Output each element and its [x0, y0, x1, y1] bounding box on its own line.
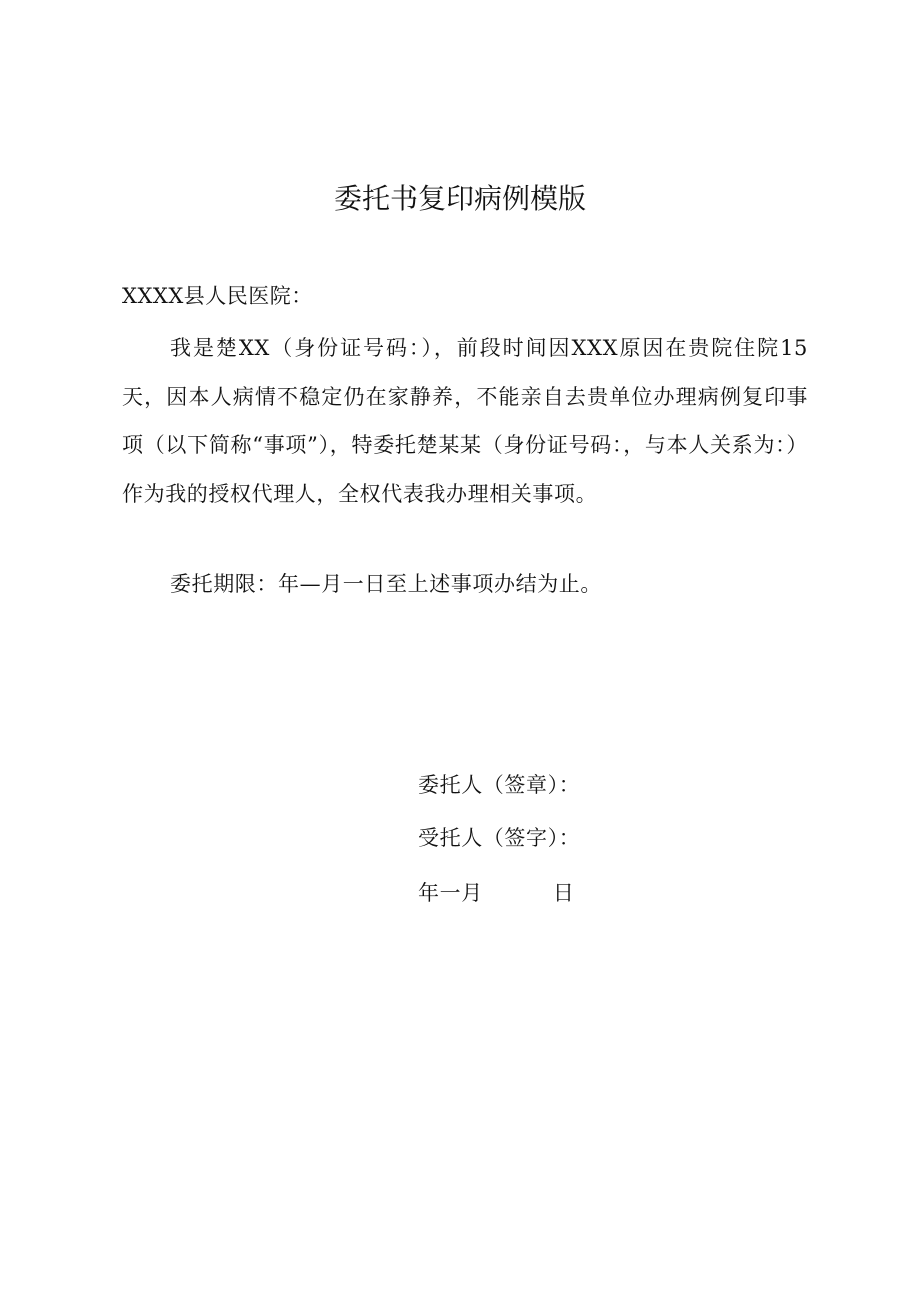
body-paragraph: 我是楚XX（身份证号码：），前段时间因XXX原因在贵院住院15天，因本人病情不稳定仍在家静养，不能亲自去贵单位办理病例复印事项（以下简称“事项”），特委托楚某某（身份证号码：，与本人关系为：）作为我的授权代理人，全权代表我办理相关事项。: [122, 336, 808, 506]
salutation: XXXX县人民医院：: [122, 284, 313, 308]
body-paragraph-container: [122, 324, 808, 518]
signature-date-line: [418, 875, 574, 911]
agent-signature-line: 受托人（签字）：: [418, 826, 581, 850]
date-year-month: 年一月: [418, 881, 483, 905]
date-day: 日: [552, 881, 575, 905]
authorization-term: 委托期限：年—月一日至上述事项办结为止。: [170, 572, 602, 596]
document-title: 委托书复印病例模版: [333, 182, 586, 215]
principal-signature-line: 委托人（签章）：: [418, 773, 581, 797]
